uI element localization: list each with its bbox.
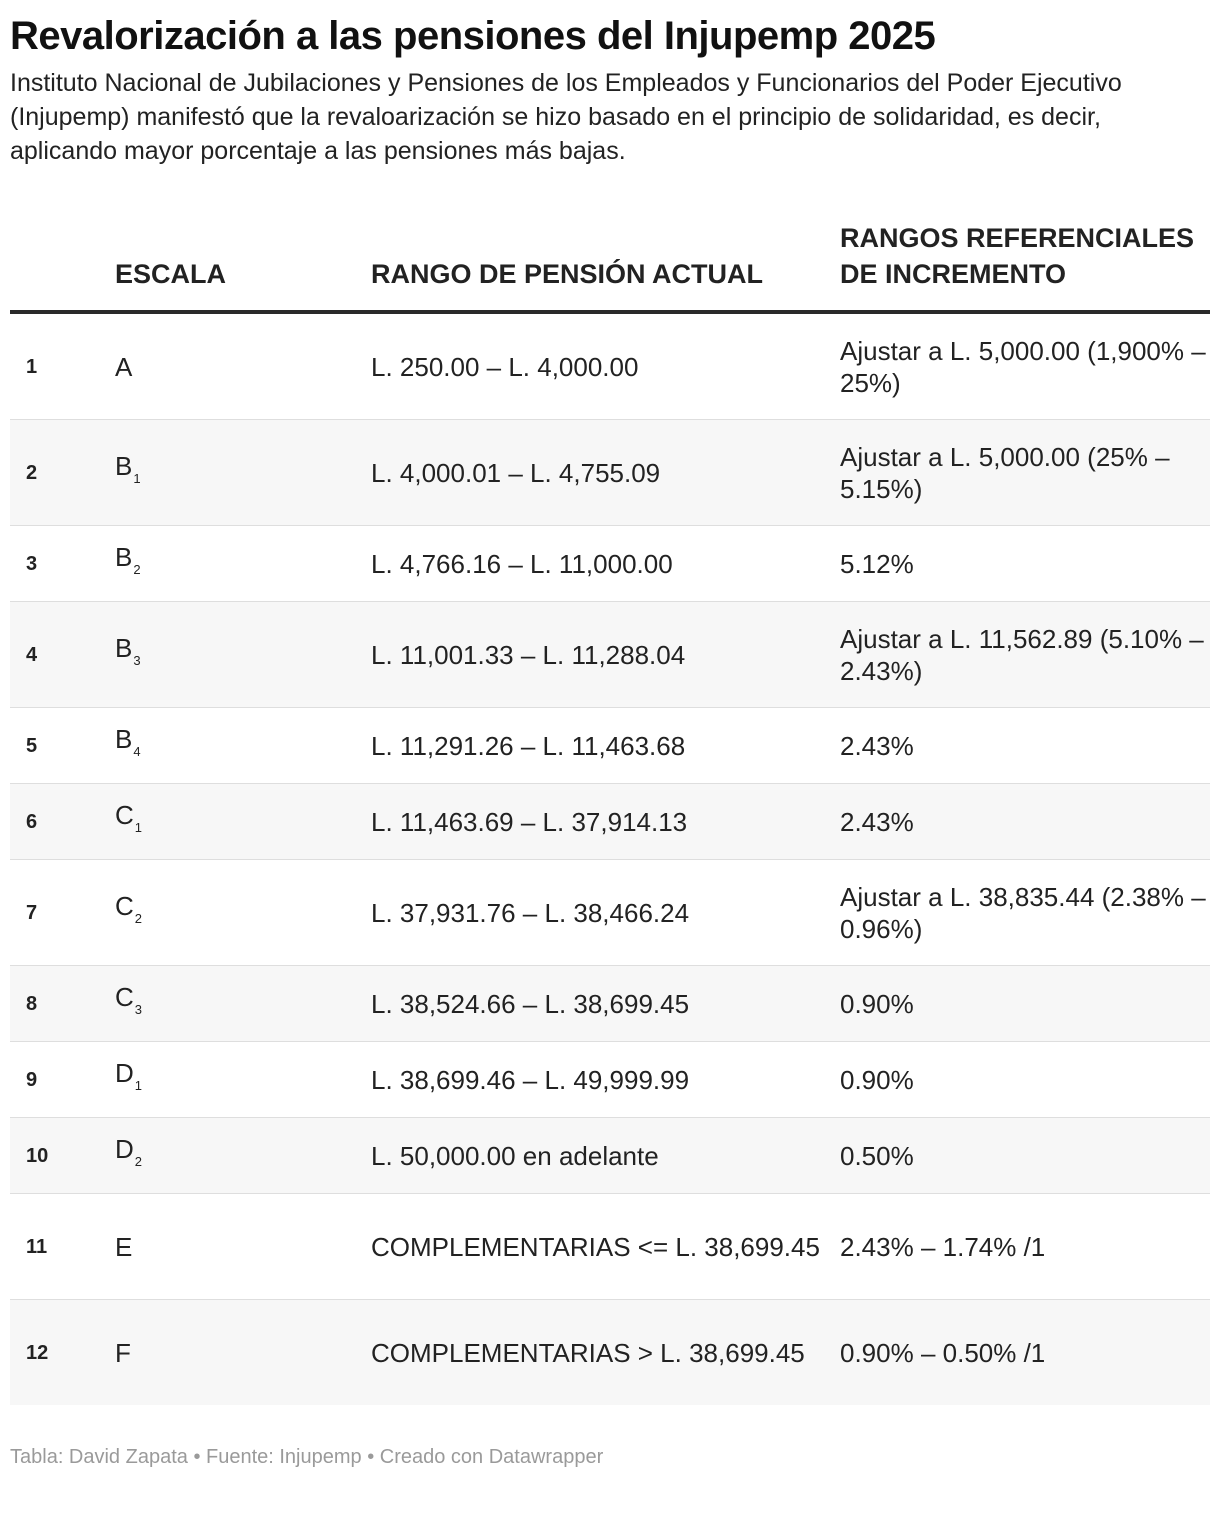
chart-subtitle: Instituto Nacional de Jubilaciones y Pensiones de los Empleados y Funcionarios del Poder Ejecutivo (Injupemp) manifestó que la revaloarización se hizo basado en el principio de solidaridad, es decir, aplicando mayor porcentaje a las pensiones más bajas. [10, 69, 1122, 165]
escala-letter: D [115, 1134, 134, 1164]
table-row [10, 1194, 1210, 1300]
escala-cell [115, 420, 371, 526]
escala-subscript: 4 [133, 744, 141, 759]
header-cell-incremento: RANGOS REFERENCIALES DE INCREMENTO [840, 220, 1210, 312]
escala-cell [115, 526, 371, 602]
pension-table [10, 220, 1210, 1405]
escala-cell [115, 1118, 371, 1194]
escala-letter: C [115, 982, 134, 1012]
row-number-cell: 9 [10, 1042, 115, 1118]
rango-cell: L. 38,524.66 – L. 38,699.45 [371, 966, 840, 1042]
escala-subscript: 2 [134, 1154, 143, 1169]
incremento-cell: 0.90% [840, 1042, 1210, 1118]
incremento-cell: Ajustar a L. 5,000.00 (25% – 5.15%) [840, 420, 1210, 526]
row-number-cell: 12 [10, 1300, 115, 1406]
rango-cell: L. 37,931.76 – L. 38,466.24 [371, 860, 840, 966]
escala-cell [115, 602, 371, 708]
escala-letter: D [115, 1058, 134, 1088]
escala-cell [115, 966, 371, 1042]
row-number-cell: 1 [10, 312, 115, 420]
rango-cell: L. 11,291.26 – L. 11,463.68 [371, 708, 840, 784]
table-row [10, 526, 1210, 602]
row-number-cell: 6 [10, 784, 115, 860]
table-row [10, 602, 1210, 708]
row-number-cell: 2 [10, 420, 115, 526]
escala-subscript: 2 [134, 911, 143, 926]
escala-letter: B [115, 451, 133, 481]
chart-footer: Tabla: David Zapata • Fuente: Injupemp • Creado con Datawrapper [10, 1446, 604, 1468]
escala-cell [115, 1300, 371, 1406]
table-row [10, 860, 1210, 966]
incremento-cell: 0.90% [840, 966, 1210, 1042]
incremento-cell: 2.43% [840, 708, 1210, 784]
rango-cell: COMPLEMENTARIAS <= L. 38,699.45 [371, 1194, 840, 1300]
escala-letter: E [115, 1231, 133, 1262]
rango-cell: L. 50,000.00 en adelante [371, 1118, 840, 1194]
table-row [10, 784, 1210, 860]
incremento-cell: 2.43% – 1.74% /1 [840, 1194, 1210, 1300]
table-row [10, 1300, 1210, 1406]
escala-letter: F [115, 1337, 131, 1368]
incremento-cell: Ajustar a L. 11,562.89 (5.10% – 2.43%) [840, 602, 1210, 708]
escala-subscript: 1 [133, 471, 141, 486]
header-cell-number [10, 220, 115, 312]
rango-cell: L. 38,699.46 – L. 49,999.99 [371, 1042, 840, 1118]
rango-cell: L. 11,001.33 – L. 11,288.04 [371, 602, 840, 708]
escala-cell [115, 312, 371, 420]
escala-letter: C [115, 800, 134, 830]
incremento-cell: 0.90% – 0.50% /1 [840, 1300, 1210, 1406]
table-header [10, 220, 1210, 312]
rango-cell: L. 4,766.16 – L. 11,000.00 [371, 526, 840, 602]
escala-cell [115, 860, 371, 966]
escala-subscript: 2 [133, 562, 141, 577]
rango-cell: COMPLEMENTARIAS > L. 38,699.45 [371, 1300, 840, 1406]
chart-title: Revalorización a las pensiones del Injupemp 2025 [10, 14, 936, 58]
escala-letter: B [115, 633, 133, 663]
incremento-cell: 5.12% [840, 526, 1210, 602]
table-row [10, 966, 1210, 1042]
escala-subscript: 1 [134, 1078, 143, 1093]
escala-cell [115, 1042, 371, 1118]
row-number-cell: 11 [10, 1194, 115, 1300]
incremento-cell: Ajustar a L. 5,000.00 (1,900% – 25%) [840, 312, 1210, 420]
row-number-cell: 8 [10, 966, 115, 1042]
incremento-cell: 2.43% [840, 784, 1210, 860]
escala-cell [115, 708, 371, 784]
table-row [10, 1118, 1210, 1194]
escala-cell [115, 784, 371, 860]
escala-subscript: 1 [134, 820, 143, 835]
row-number-cell: 7 [10, 860, 115, 966]
header-row [10, 220, 1210, 312]
table-row [10, 708, 1210, 784]
table-row [10, 420, 1210, 526]
incremento-cell: Ajustar a L. 38,835.44 (2.38% – 0.96%) [840, 860, 1210, 966]
rango-cell: L. 4,000.01 – L. 4,755.09 [371, 420, 840, 526]
rango-cell: L. 250.00 – L. 4,000.00 [371, 312, 840, 420]
incremento-cell: 0.50% [840, 1118, 1210, 1194]
escala-cell [115, 1194, 371, 1300]
table-row [10, 312, 1210, 420]
escala-subscript: 3 [134, 1002, 143, 1017]
table-body [10, 312, 1210, 1405]
chart-container [10, 0, 1210, 1471]
table-row [10, 1042, 1210, 1118]
row-number-cell: 3 [10, 526, 115, 602]
row-number-cell: 10 [10, 1118, 115, 1194]
row-number-cell: 5 [10, 708, 115, 784]
escala-letter: C [115, 891, 134, 921]
escala-letter: A [115, 351, 133, 382]
rango-cell: L. 11,463.69 – L. 37,914.13 [371, 784, 840, 860]
escala-letter: B [115, 724, 133, 754]
escala-letter: B [115, 542, 133, 572]
header-cell-rango: RANGO DE PENSIÓN ACTUAL [371, 220, 840, 312]
escala-subscript: 3 [133, 653, 141, 668]
row-number-cell: 4 [10, 602, 115, 708]
header-cell-escala: ESCALA [115, 220, 371, 312]
